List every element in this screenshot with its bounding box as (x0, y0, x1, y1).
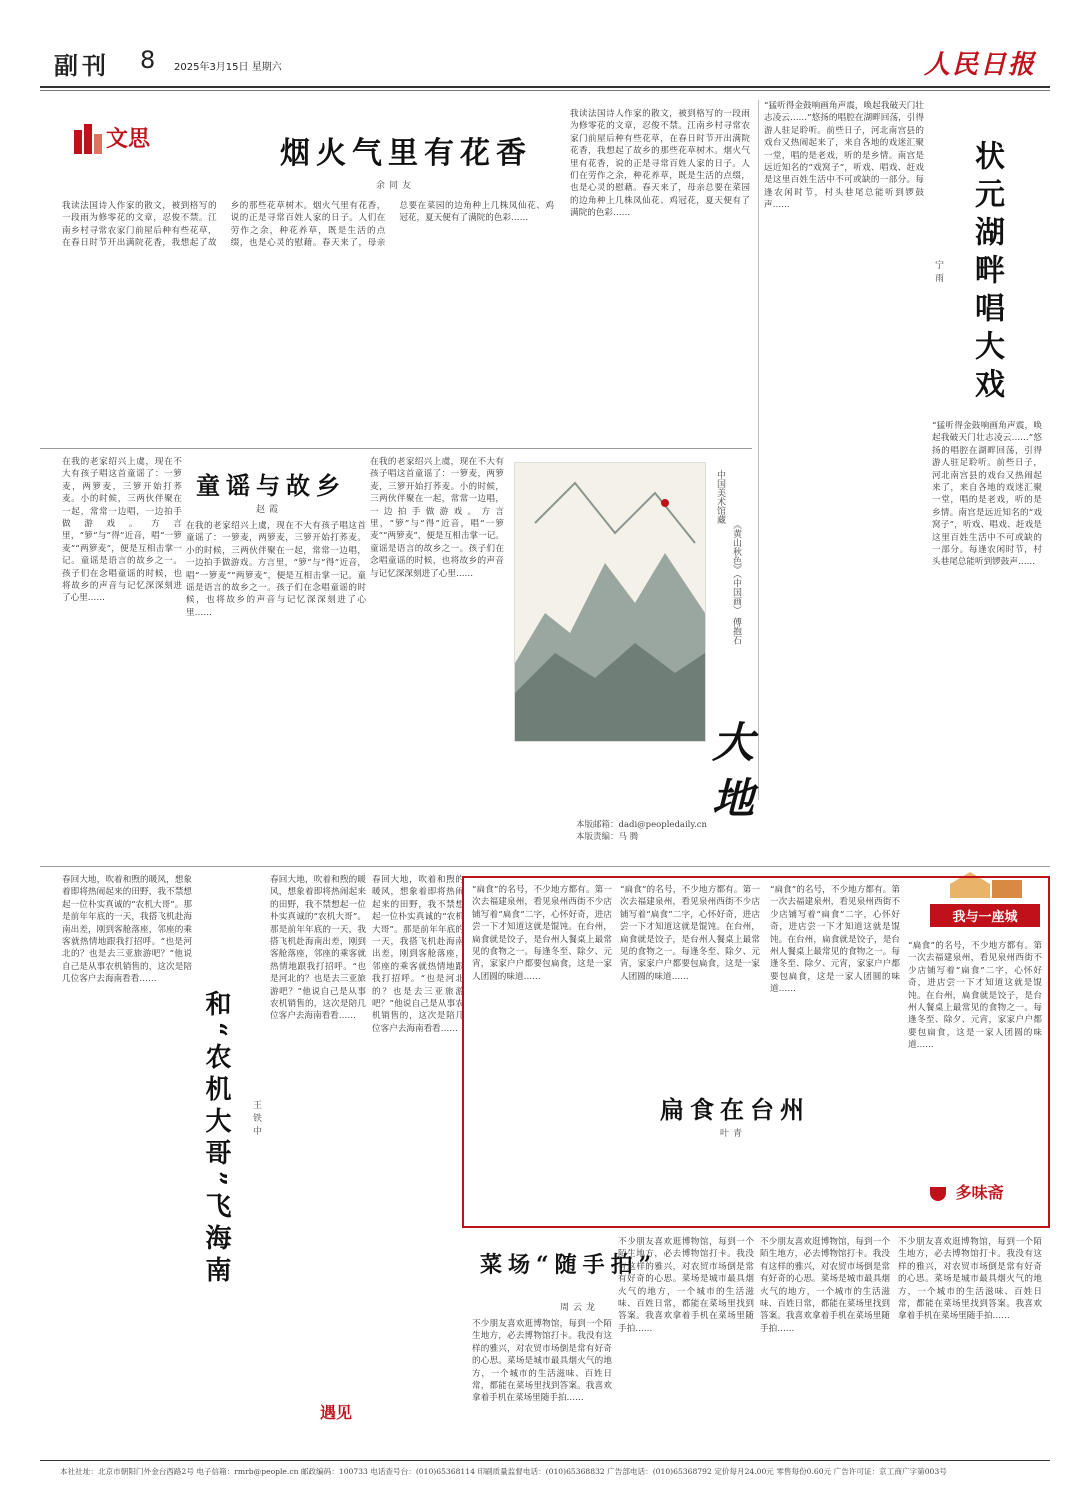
editor-email: 本版邮箱：dadi@peopledaily.cn (576, 820, 708, 830)
masthead-rule-thin (40, 90, 1050, 91)
article-1-title: 烟火气里有花香 (280, 136, 532, 171)
column-tag-duoweizhai (930, 1180, 1004, 1203)
article-6-author: 周云龙 (560, 1303, 600, 1313)
article-6-body-col2: 不少朋友喜欢逛博物馆，每到一个陌生地方，必去博物馆打卡。我没有这样的雅兴，对农贸市场倒是常有好奇的心思。菜场是城市最具烟火气的地方，一个城市的生活滋味、百姓日常，都能在菜场里找到答案。我喜欢拿着手机在菜场里随手拍…… (618, 1237, 754, 1334)
supplement-title: 大地 (706, 720, 755, 832)
column-tag-wensi (72, 120, 162, 156)
article-6-body-col4: 不少朋友喜欢逛博物馆，每到一个陌生地方，必去博物馆打卡。我没有这样的雅兴，对农贸市场倒是常有好奇的心思。菜场是城市最具烟火气的地方，一个城市的生活滋味、百姓日常，都能在菜场里找到答案。我喜欢拿着手机在菜场里随手拍…… (898, 1237, 1042, 1322)
painting-side-note: 中国美术馆藏 (715, 470, 725, 524)
bowl-icon (930, 1187, 946, 1201)
section-label: 副刊 (54, 52, 110, 80)
divider (758, 100, 759, 800)
masthead (40, 40, 1050, 88)
article-1-body-continued: 我读法国诗人作家的散文，被到格写的一段雨为修零花的文章，忍俊不禁。江南乡村寻常农家门前屋后种有些花草，在春日时节开出满院花香，我想起了故乡的那些花草树木。烟火气里有花香，说的正是寻常百姓人家的日子。人们在劳作之余，种花养草，既是生活的点缀，也是心灵的慰藉。春天来了，母亲总要在菜园的边角种上几株凤仙花、鸡冠花，夏天便有了满院的色彩…… (570, 109, 750, 219)
footer-rule (40, 1460, 1050, 1461)
column-tag-yujian (320, 1400, 352, 1423)
section-divider (40, 866, 1050, 867)
paper-logo: 人民日报 (923, 50, 1036, 80)
article-5-body-col3: “扁食”的名号，不少地方都有。第一次去福建泉州，看见泉州西街不少店铺写着“扁食”二字，心怀好奇，进店尝一下才知道这就是馄饨。在台州，扁食就是饺子，是台州人餐桌上最常见的食物之一。每逢冬至、除夕、元宵，家家户户都要包扁食，这是一家人团圆的味道…… (770, 885, 900, 995)
article-1-body: 我读法国诗人作家的散文，被到格写的一段雨为修零花的文章，忍俊不禁。江南乡村寻常农家门前屋后种有些花草，在春日时节开出满院花香，我想起了故乡的那些花草树木。烟火气里有花香，说的正是寻常百姓人家的日子。人们在劳作之余，种花养草，既是生活的点缀，也是心灵的慰藉。春天来了，母亲总要在菜园的边角种上几株凤仙花、鸡冠花，夏天便有了满院的色彩…… (62, 201, 554, 249)
column-tag-label: 遇见 (320, 1403, 353, 1422)
article-4-body: 春回大地，吹着和煦的暖风，想象着即将热闹起来的田野，我不禁想起一位朴实真诚的“农机大哥”。那是前年年底的一天，我搭飞机赴海南出差，刚到客舱落座，邻座的乘客就热情地跟我打招呼。“也是河北的？也是去三亚旅游吧？”他说自己是从事农机销售的，这次是陪几位客户去海南看看…… (62, 875, 192, 985)
mountain-landscape-icon (515, 463, 705, 741)
article-3-author: 赵霞 (256, 505, 283, 515)
article-4-title: 和“农机大哥”飞海南 (201, 990, 231, 1288)
article-1-author: 余同友 (376, 181, 416, 191)
issue-date: 2025年3月15日 星期六 (174, 62, 282, 73)
article-3-body-col3: 在我的老家绍兴上虞，现在不大有孩子唱这首童谣了：一箩麦，两箩麦，三箩开始打荞麦。小的时候，三两伙伴聚在一起，常常一边唱，一边拍手做游戏。方言里，“箩”与“得”近音，唱“一箩麦”“两箩麦”，便是互相击掌一记。童谣是语言的故乡之一。孩子们在念唱童谣的时候，也将故乡的声音与记忆深深刻进了心里…… (370, 457, 504, 579)
painting (514, 462, 706, 742)
article-5-title: 扁食在台州 (660, 1095, 810, 1124)
article-6-body-col3: 不少朋友喜欢逛博物馆，每到一个陌生地方，必去博物馆打卡。我没有这样的雅兴，对农贸市场倒是常有好奇的心思。菜场是城市最具烟火气的地方，一个城市的生活滋味、百姓日常，都能在菜场里找到答案。我喜欢拿着手机在菜场里随手拍…… (760, 1237, 890, 1334)
article-3-body-col2: 在我的老家绍兴上虞，现在不大有孩子唱这首童谣了：一箩麦，两箩麦，三箩开始打荞麦。小的时候，三两伙伴聚在一起，常常一边唱，一边拍手做游戏。方言里，“箩”与“得”近音，唱“一箩麦”“两箩麦”，便是互相击掌一记。童谣是语言的故乡之一。孩子们在念唱童谣的时候，也将故乡的声音与记忆深深刻进了心里…… (186, 521, 366, 618)
column-tag-label: 文思 (106, 126, 151, 152)
article-3-body: 在我的老家绍兴上虞，现在不大有孩子唱这首童谣了：一箩麦，两箩麦，三箩开始打荞麦。小的时候，三两伙伴聚在一起，常常一边唱，一边拍手做游戏。方言里，“箩”与“得”近音，唱“一箩麦”“两箩麦”，便是互相击掌一记。童谣是语言的故乡之一。孩子们在念唱童谣的时候，也将故乡的声音与记忆深深刻进了心里…… (62, 457, 182, 604)
painting-caption: 《黄山秋色》（中国画） 傅抱石 (731, 520, 741, 645)
footer: 本社社址：北京市朝阳门外金台西路2号 电子信箱：rmrb@people.cn 邮政编码：100733 电话查号台：(010)65368114 印刷质量监督电话：(010)65368832 广告部电话：(010)65368792 定价每月24.00元 零售每份0.60元 广告许可证：京工商广字第003号 (60, 1467, 947, 1476)
article-2-body-continued: “猛听得金鼓响画角声震，唤起我破天门壮志凌云……”悠扬的唱腔在湖畔回荡，引得游人驻足聆听。前些日子，河北南宫县的戏台又热闹起来了，来自各地的戏迷汇聚一堂，唱的是老戏，听的是乡情。南宫是远近知名的“戏窝子”，听戏、唱戏、赶戏是这里百姓生活中不可或缺的一部分。每逢农闲时节，村头巷尾总能听到锣鼓声…… (932, 421, 1042, 568)
article-6-body: 不少朋友喜欢逛博物馆，每到一个陌生地方，必去博物馆打卡。我没有这样的雅兴，对农贸市场倒是常有好奇的心思。菜场是城市最具烟火气的地方，一个城市的生活滋味、百姓日常，都能在菜场里找到答案。我喜欢拿着手机在菜场里随手拍…… (472, 1319, 612, 1404)
building-icon (72, 120, 108, 156)
article-5-body-col2: “扁食”的名号，不少地方都有。第一次去福建泉州，看见泉州西街不少店铺写着“扁食”二字，心怀好奇，进店尝一下才知道这就是馄饨。在台州，扁食就是饺子，是台州人餐桌上最常见的食物之一。每逢冬至、除夕、元宵，家家户户都要包扁食，这是一家人团圆的味道…… (620, 885, 760, 982)
article-2-author: 宁雨 (933, 260, 943, 286)
article-2-title: 状元湖畔唱大戏 (969, 140, 1004, 406)
article-2-body: “猛听得金鼓响画角声震，唤起我破天门壮志凌云……”悠扬的唱腔在湖畔回荡，引得游人驻足聆听。前些日子，河北南宫县的戏台又热闹起来了，来自各地的戏迷汇聚一堂，唱的是老戏，听的是乡情。南宫是远近知名的“戏窝子”，听戏、唱戏、赶戏是这里百姓生活中不可或缺的一部分。每逢农闲时节，村头巷尾总能听到锣鼓声…… (764, 101, 924, 211)
article-5-author: 叶青 (720, 1129, 747, 1139)
article-4-author: 王铁中 (251, 1100, 261, 1139)
article-5-body-col4: “扁食”的名号，不少地方都有。第一次去福建泉州，看见泉州西街不少店铺写着“扁食”二字，心怀好奇，进店尝一下才知道这就是馄饨。在台州，扁食就是饺子，是台州人餐桌上最常见的食物之一。每逢冬至、除夕、元宵，家家户户都要包扁食，这是一家人团圆的味道…… (908, 941, 1042, 1051)
masthead-rule (40, 86, 1050, 88)
article-4-body-col2: 春回大地，吹着和煦的暖风，想象着即将热闹起来的田野，我不禁想起一位朴实真诚的“农机大哥”。那是前年年底的一天，我搭飞机赴海南出差，刚到客舱落座，邻座的乘客就热情地跟我打招呼。“也是河北的？也是去三亚旅游吧？”他说自己是从事农机销售的，这次是陪几位客户去海南看看…… (270, 875, 366, 1022)
section-divider (40, 448, 752, 449)
article-4-body-col3: 春回大地，吹着和煦的暖风，想象着即将热闹起来的田野，我不禁想起一位朴实真诚的“农机大哥”。那是前年年底的一天，我搭飞机赴海南出差，刚到客舱落座，邻座的乘客就热情地跟我打招呼。“也是河北的？也是去三亚旅游吧？”他说自己是从事农机销售的，这次是陪几位客户去海南看看…… (372, 875, 464, 1034)
editor-name: 本版责编：马 腾 (576, 832, 639, 842)
column-tag-label: 多味斋 (955, 1183, 1004, 1202)
article-3-title: 童谣与故乡 (196, 471, 346, 500)
page-number: 8 (140, 46, 156, 74)
article-5-body: “扁食”的名号，不少地方都有。第一次去福建泉州，看见泉州西街不少店铺写着“扁食”二字，心怀好奇，进店尝一下才知道这就是馄饨。在台州，扁食就是饺子，是台州人餐桌上最常见的食物之一。每逢冬至、除夕、元宵，家家户户都要包扁食，这是一家人团圆的味道…… (472, 885, 612, 982)
column-tag-label: 我与一座城 (930, 904, 1040, 927)
article-6-title: 菜场“随手拍” (480, 1252, 658, 1278)
